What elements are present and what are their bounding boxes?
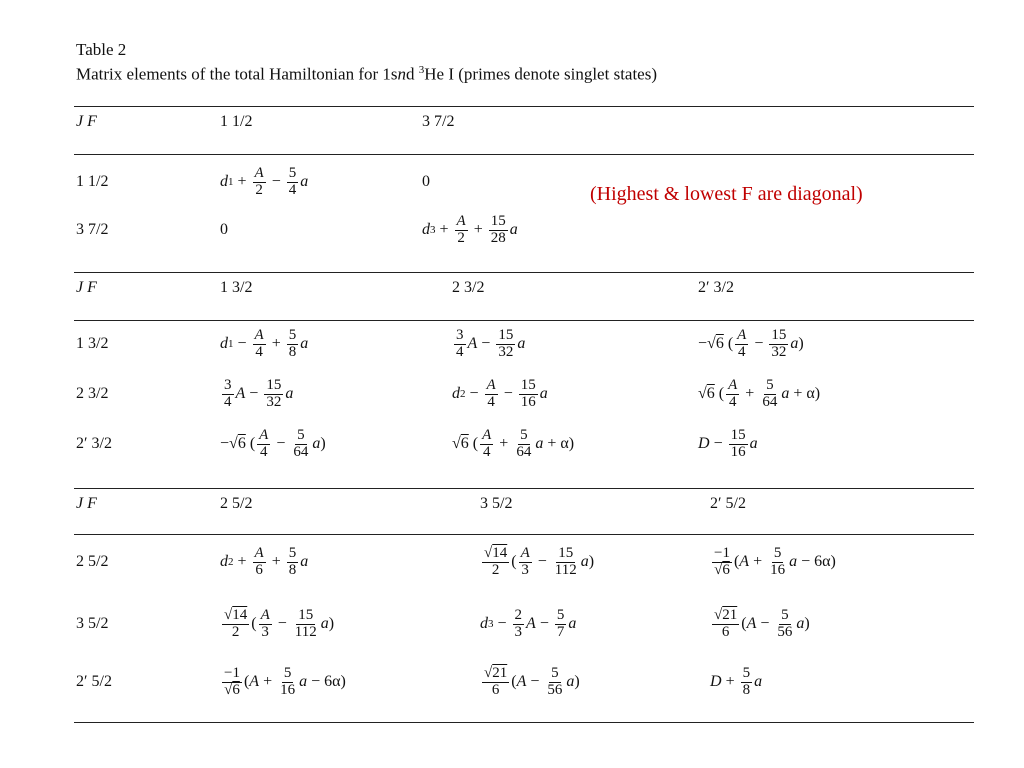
table-label: Table 2: [76, 40, 127, 59]
b3-r2-c1: $\frac{√14}{2}$ ( $\frac{A}{3}$ − $\frac{15}{112}$ a ): [224, 606, 335, 640]
b3-row2-label: 3 5/2: [76, 615, 109, 632]
rule-b2-top: [74, 272, 974, 273]
b2-r3-c2: √ 6 ( $\frac{A}{4}$ + $\frac{5}{64}$ a + α): [452, 426, 575, 460]
table-title: [76, 64, 657, 85]
b1-header-jf: J F: [76, 113, 97, 130]
b2-header-jf: J F: [76, 279, 97, 296]
b2-r1-c1: d 1 − $\frac{A}{4}$ + $\frac{5}{8}$ a: [220, 326, 309, 360]
b3-row3-label: 2′ 5/2: [76, 673, 112, 690]
rule-b3: [74, 534, 974, 535]
b1-row2-label: 3 7/2: [76, 221, 109, 238]
b1-row1-label: 1 1/2: [76, 173, 109, 190]
title-sup: 3: [418, 64, 425, 76]
title-suffix: He I (primes denote singlet states): [424, 64, 658, 84]
b2-r1-c2: $\frac{3}{4}$ A − $\frac{15}{32}$ a: [456, 326, 526, 360]
b3-r3-c2: $\frac{√21}{6}$ ( A − $\frac{5}{56}$ a ): [484, 664, 580, 698]
title-mid: d: [406, 64, 419, 84]
rule-b3-top: [74, 488, 974, 489]
title-prefix: Matrix elements of the total Hamiltonian for 1s: [76, 64, 398, 84]
title-n: n: [397, 64, 407, 84]
b2-row1-label: 1 3/2: [76, 335, 109, 352]
b3-r3-c1: $\frac{-1}{√6}$ ( A + $\frac{5}{16}$ a − 6α): [224, 664, 346, 698]
b3-header-jf: J F: [76, 495, 97, 512]
b1-header-col2: 3 7/2: [422, 113, 455, 130]
rule-top: [74, 106, 974, 107]
b3-r3-c3: D + $\frac{5}{8}$ a: [710, 664, 763, 698]
b1-header-col1: 1 1/2: [220, 113, 253, 130]
b3-row1-label: 2 5/2: [76, 553, 109, 570]
b1-r2-c2: d 3 + $\frac{A}{2}$ + $\frac{15}{28}$ a: [422, 212, 518, 246]
rule-b2: [74, 320, 974, 321]
b1-r1-c1: d 1 + $\frac{A}{2}$ − $\frac{5}{4}$ a: [220, 164, 309, 198]
rule-b1: [74, 154, 974, 155]
b2-header-col2: 2 3/2: [452, 279, 485, 296]
annotation-note: (Highest & lowest F are diagonal): [590, 183, 863, 205]
b3-header-col3: 2′ 5/2: [710, 495, 746, 512]
b2-r2-c3: √ 6 ( $\frac{A}{4}$ + $\frac{5}{64}$ a + α): [698, 376, 821, 410]
b3-r1-c3: $\frac{-1}{√6}$ ( A + $\frac{5}{16}$ a − 6α): [714, 544, 836, 578]
b2-r2-c2: d 2 − $\frac{A}{4}$ − $\frac{15}{16}$ a: [452, 376, 548, 410]
b2-r2-c1: $\frac{3}{4}$ A − $\frac{15}{32}$ a: [224, 376, 294, 410]
b3-header-col2: 3 5/2: [480, 495, 513, 512]
b1-r1-c2: 0: [422, 173, 430, 190]
b2-r3-c1: −√ 6 ( $\frac{A}{4}$ − $\frac{5}{64}$ a ): [220, 426, 326, 460]
b2-row3-label: 2′ 3/2: [76, 435, 112, 452]
b3-r1-c1: d 2 + $\frac{A}{6}$ + $\frac{5}{8}$ a: [220, 544, 309, 578]
b2-r1-c3: −√ 6 ( $\frac{A}{4}$ − $\frac{15}{32}$ a ): [698, 326, 804, 360]
b3-r1-c2: $\frac{√14}{2}$ ( $\frac{A}{3}$ − $\frac{15}{112}$ a ): [484, 544, 595, 578]
b2-r3-c3: D − $\frac{15}{16}$ a: [698, 426, 758, 460]
b3-r2-c3: $\frac{√21}{6}$ ( A − $\frac{5}{56}$ a ): [714, 606, 810, 640]
b3-r2-c2: d 3 − $\frac{2}{3}$ A − $\frac{5}{7}$ a: [480, 606, 577, 640]
b2-header-col1: 1 3/2: [220, 279, 253, 296]
b2-header-col3: 2′ 3/2: [698, 279, 734, 296]
rule-bottom: [74, 722, 974, 723]
b3-header-col1: 2 5/2: [220, 495, 253, 512]
b2-row2-label: 2 3/2: [76, 385, 109, 402]
b1-r2-c1: 0: [220, 221, 228, 238]
